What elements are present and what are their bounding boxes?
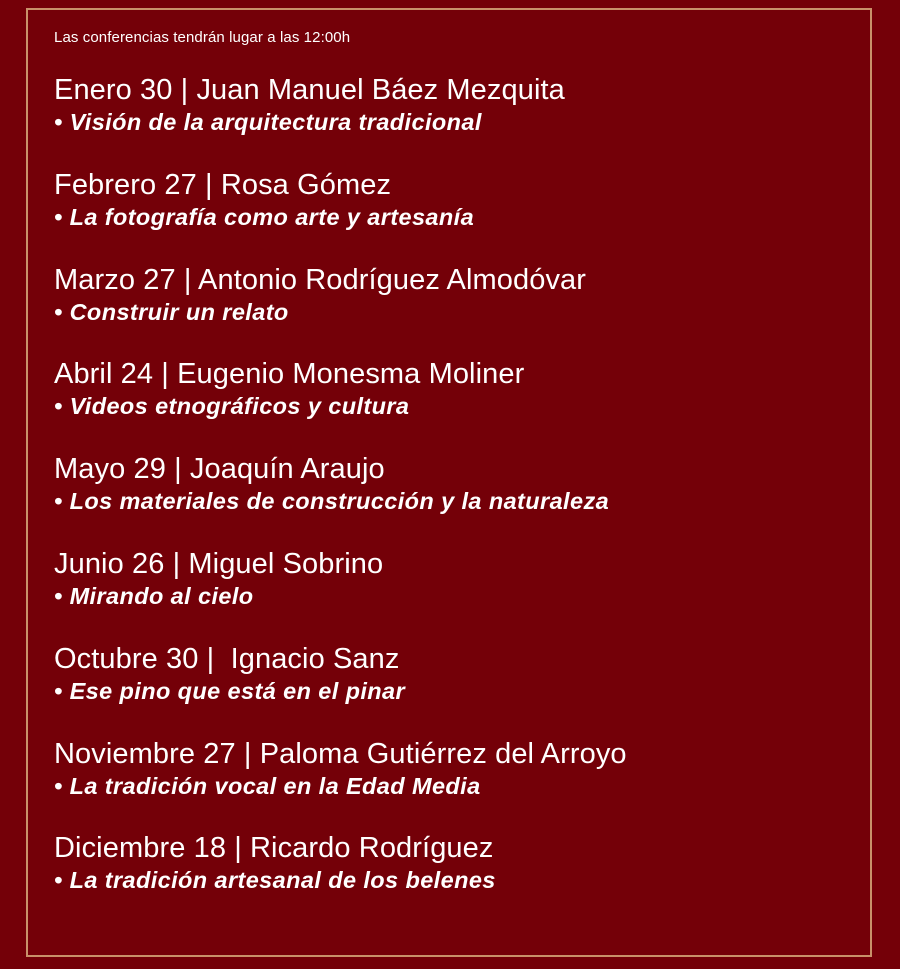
conference-item	[54, 167, 854, 262]
conference-date: Abril 24	[54, 358, 154, 391]
conference-speaker: Antonio Rodríguez Almodóvar	[198, 263, 587, 296]
conference-heading	[54, 546, 854, 582]
conference-talk	[54, 108, 854, 136]
conference-heading	[54, 736, 854, 772]
conference-date: Diciembre 18	[54, 832, 227, 865]
conference-title: Visión de la arquitectura tradicional	[69, 109, 482, 135]
conference-talk	[54, 772, 854, 800]
conference-speaker: Eugenio Monesma Moliner	[177, 358, 525, 391]
conference-title: Construir un relato	[69, 298, 289, 325]
bullet-icon: •	[54, 488, 70, 515]
conference-date: Octubre 30	[54, 642, 199, 675]
bullet-icon: •	[54, 772, 70, 799]
conference-title: La tradición vocal en la Edad Media	[69, 772, 481, 799]
conference-title: La tradición artesanal de los belenes	[69, 867, 496, 894]
bullet-icon: •	[54, 109, 70, 135]
separator: |	[196, 168, 221, 201]
conference-title: Los materiales de construcción y la naturaleza	[69, 488, 610, 515]
conference-speaker: Juan Manuel Báez Mezquita	[196, 74, 565, 106]
conference-title: Mirando al cielo	[69, 582, 254, 609]
conference-talk	[54, 298, 854, 326]
conference-item	[54, 641, 854, 736]
conference-heading	[54, 641, 854, 677]
bullet-icon: •	[54, 203, 70, 230]
separator: |	[164, 547, 189, 580]
separator: |	[172, 74, 197, 106]
separator: |	[226, 832, 250, 865]
bullet-icon: •	[54, 298, 70, 325]
conference-item	[54, 546, 854, 641]
conference-date: Junio 26	[54, 547, 165, 580]
separator: |	[153, 358, 178, 391]
conference-date: Febrero 27	[54, 168, 197, 201]
conference-speaker: Rosa Gómez	[220, 168, 392, 201]
conference-item	[54, 356, 854, 451]
conference-heading	[54, 356, 854, 392]
conference-speaker: Ricardo Rodríguez	[250, 832, 494, 865]
bullet-icon: •	[54, 582, 70, 609]
conference-speaker: Paloma Gutiérrez del Arroyo	[259, 737, 627, 770]
conference-heading	[54, 167, 854, 203]
conference-date: Noviembre 27	[54, 737, 236, 770]
conference-item	[54, 262, 854, 357]
conference-speaker: Joaquín Araujo	[189, 453, 385, 486]
conference-date: Enero 30	[54, 74, 173, 106]
conference-talk	[54, 677, 854, 705]
conference-heading	[54, 451, 854, 487]
schedule-note: Las conferencias tendrán lugar a las 12:00h	[54, 29, 351, 46]
conference-speaker: Ignacio Sanz	[222, 642, 400, 675]
bullet-icon: •	[54, 867, 70, 894]
conference-talk	[54, 582, 854, 610]
conference-title: Ese pino que está en el pinar	[69, 677, 406, 704]
conference-talk	[54, 392, 854, 420]
conference-title: Videos etnográficos y cultura	[69, 393, 410, 420]
conference-speaker: Miguel Sobrino	[188, 547, 384, 580]
conference-title: La fotografía como arte y artesanía	[69, 203, 475, 230]
conference-list	[54, 72, 854, 925]
conference-date: Marzo 27	[54, 263, 176, 296]
conference-date: Mayo 29	[54, 453, 166, 486]
separator: |	[235, 737, 260, 770]
bullet-icon: •	[54, 393, 70, 420]
conference-item	[54, 830, 854, 925]
separator: |	[165, 453, 190, 486]
conference-heading	[54, 72, 854, 108]
separator: |	[198, 642, 223, 675]
conference-talk	[54, 203, 854, 231]
conference-talk	[54, 487, 854, 515]
bullet-icon: •	[54, 677, 70, 704]
conference-item	[54, 451, 854, 546]
conference-heading	[54, 830, 854, 866]
conference-item	[54, 72, 854, 167]
conference-item	[54, 736, 854, 831]
separator: |	[175, 263, 199, 296]
conference-talk	[54, 866, 854, 894]
conference-heading	[54, 262, 854, 298]
